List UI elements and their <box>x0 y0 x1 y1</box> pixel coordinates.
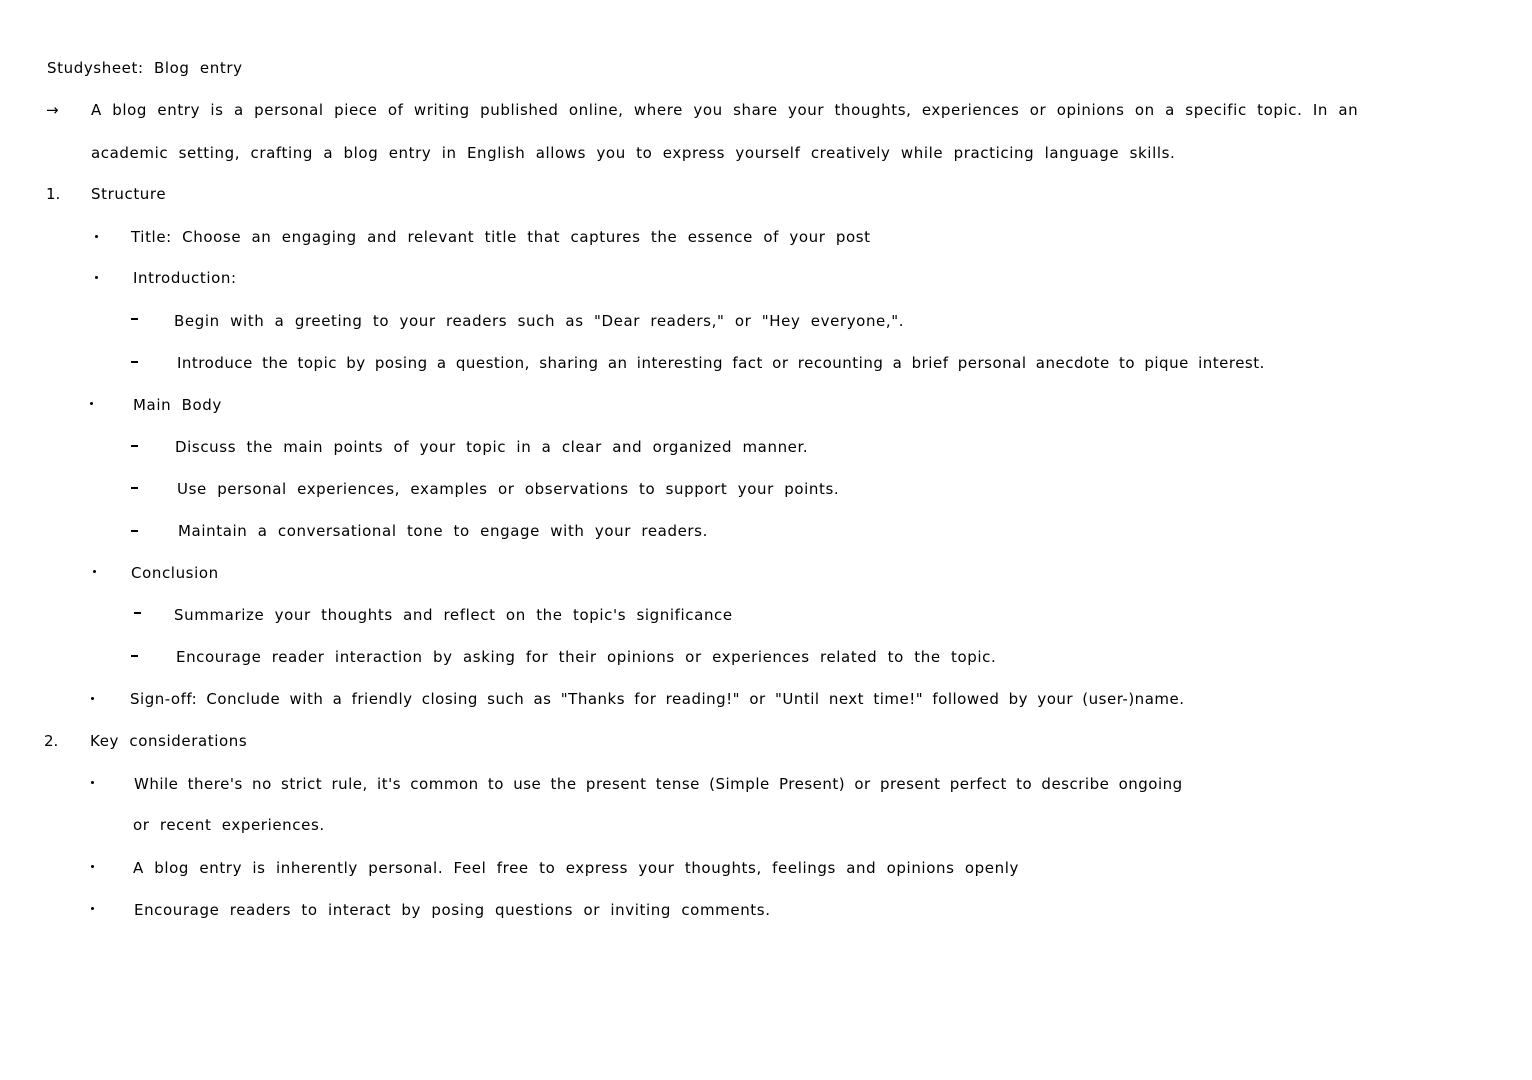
bullet-dot-icon <box>91 781 94 784</box>
bullet-dot-icon <box>90 402 93 405</box>
dash-icon <box>131 655 138 657</box>
bullet-dot-icon <box>93 570 96 573</box>
dash-icon <box>134 612 141 614</box>
dash-icon <box>131 530 138 532</box>
structure-item-sign-off: Sign-off: Conclude with a friendly closing such as "Thanks for reading!" or "Until next time!" followed by your (user-)name. <box>130 690 1185 708</box>
intro-line-1: A blog entry is a personal piece of writing published online, where you share your thoughts, experiences or opinions on a specific topic. In an <box>91 101 1359 119</box>
dash-icon <box>131 445 138 447</box>
section-heading-key-considerations: Key considerations <box>90 732 248 750</box>
introduction-subitem: Begin with a greeting to your readers such as "Dear readers," or "Hey everyone,". <box>174 312 905 330</box>
main-body-subitem: Discuss the main points of your topic in a clear and organized manner. <box>175 438 809 456</box>
bullet-dot-icon <box>95 276 98 279</box>
intro-line-2: academic setting, crafting a blog entry in English allows you to express yourself creatively while practicing language skills. <box>91 144 1176 162</box>
arrow-icon: → <box>46 101 59 119</box>
conclusion-subitem: Summarize your thoughts and reflect on the topic's significance <box>174 606 733 624</box>
main-body-subitem: Maintain a conversational tone to engage with your readers. <box>178 522 708 540</box>
consideration-item-continuation: or recent experiences. <box>133 816 325 834</box>
consideration-item: A blog entry is inherently personal. Feel free to express your thoughts, feelings and opinions openly <box>133 859 1019 877</box>
structure-item-title: Title: Choose an engaging and relevant title that captures the essence of your post <box>131 228 871 246</box>
bullet-dot-icon <box>91 697 94 700</box>
section-number: 2. <box>44 732 59 750</box>
main-body-subitem: Use personal experiences, examples or observations to support your points. <box>177 480 840 498</box>
structure-item-introduction: Introduction: <box>133 269 237 287</box>
structure-item-main-body: Main Body <box>133 396 222 414</box>
section-heading-structure: Structure <box>91 185 167 203</box>
dash-icon <box>131 487 138 489</box>
section-number: 1. <box>46 185 61 203</box>
introduction-subitem: Introduce the topic by posing a question, sharing an interesting fact or recounting a brief personal anecdote to pique interest. <box>177 354 1265 372</box>
conclusion-subitem: Encourage reader interaction by asking for their opinions or experiences related to the topic. <box>176 648 997 666</box>
page-title: Studysheet: Blog entry <box>47 59 243 77</box>
dash-icon <box>131 318 138 320</box>
consideration-item: Encourage readers to interact by posing questions or inviting comments. <box>134 901 771 919</box>
bullet-dot-icon <box>95 235 98 238</box>
bullet-dot-icon <box>91 907 94 910</box>
bullet-dot-icon <box>91 865 94 868</box>
dash-icon <box>131 361 138 363</box>
structure-item-conclusion: Conclusion <box>131 564 219 582</box>
consideration-item: While there's no strict rule, it's common to use the present tense (Simple Present) or present perfect to describe ongoing <box>134 775 1183 793</box>
